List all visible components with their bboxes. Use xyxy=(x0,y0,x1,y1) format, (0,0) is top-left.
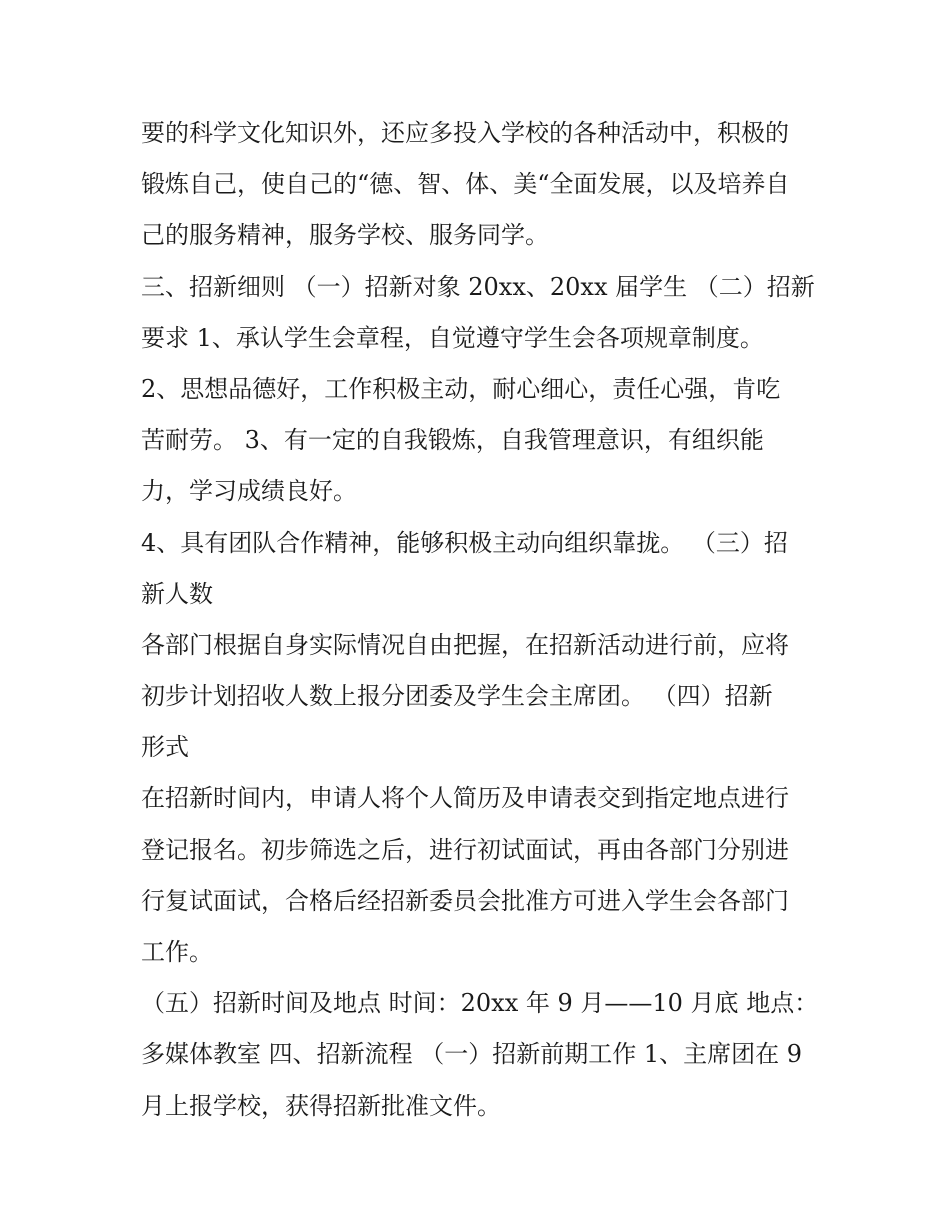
text-line: 锻炼自己，使自己的“德、智、体、美“全面发展，以及培养自 xyxy=(141,170,790,199)
text-line: 形式 xyxy=(141,733,189,762)
text-line: 苦耐劳。 3、有一定的自我锻炼，自我管理意识，有组织能 xyxy=(141,426,764,455)
text-line: 2、思想品德好，工作积极主动，耐心细心，责任心强，肯吃 xyxy=(141,374,781,403)
text-line: 各部门根据自身实际情况自由把握，在招新活动进行前，应将 xyxy=(141,630,789,659)
text-line: 在招新时间内，申请人将个人简历及申请表交到指定地点进行 xyxy=(141,784,789,813)
text-line: 月上报学校，获得招新批准文件。 xyxy=(141,1091,501,1120)
text-line: 要求 1、承认学生会章程，自觉遵守学生会各项规章制度。 xyxy=(141,323,764,352)
text-line: 4、具有团队合作精神，能够积极主动向组织靠拢。 （三）招 xyxy=(141,528,788,557)
text-line: 初步计划招收人数上报分团委及学生会主席团。 （四）招新 xyxy=(141,682,773,711)
text-line: （五）招新时间及地点 时间：20xx 年 9 月——10 月底 地点： xyxy=(141,989,819,1018)
text-line: 要的科学文化知识外，还应多投入学校的各种活动中，积极的 xyxy=(141,119,789,147)
body-text xyxy=(141,108,821,1132)
text-line: 新人数 xyxy=(141,579,213,608)
text-line: 三、招新细则 （一）招新对象 20xx、20xx 届学生 （二）招新 xyxy=(141,272,815,301)
text-line: 多媒体教室 四、招新流程 （一）招新前期工作 1、主席团在 9 xyxy=(141,1040,803,1069)
text-line: 力，学习成绩良好。 xyxy=(141,477,357,506)
text-line: 己的服务精神，服务学校、服务同学。 xyxy=(141,221,549,250)
text-line: 登记报名。初步筛选之后，进行初试面试，再由各部门分别进 xyxy=(141,835,789,864)
text-line: 工作。 xyxy=(141,938,213,966)
text-line: 行复试面试，合格后经招新委员会批准方可进入学生会各部门 xyxy=(141,886,789,915)
